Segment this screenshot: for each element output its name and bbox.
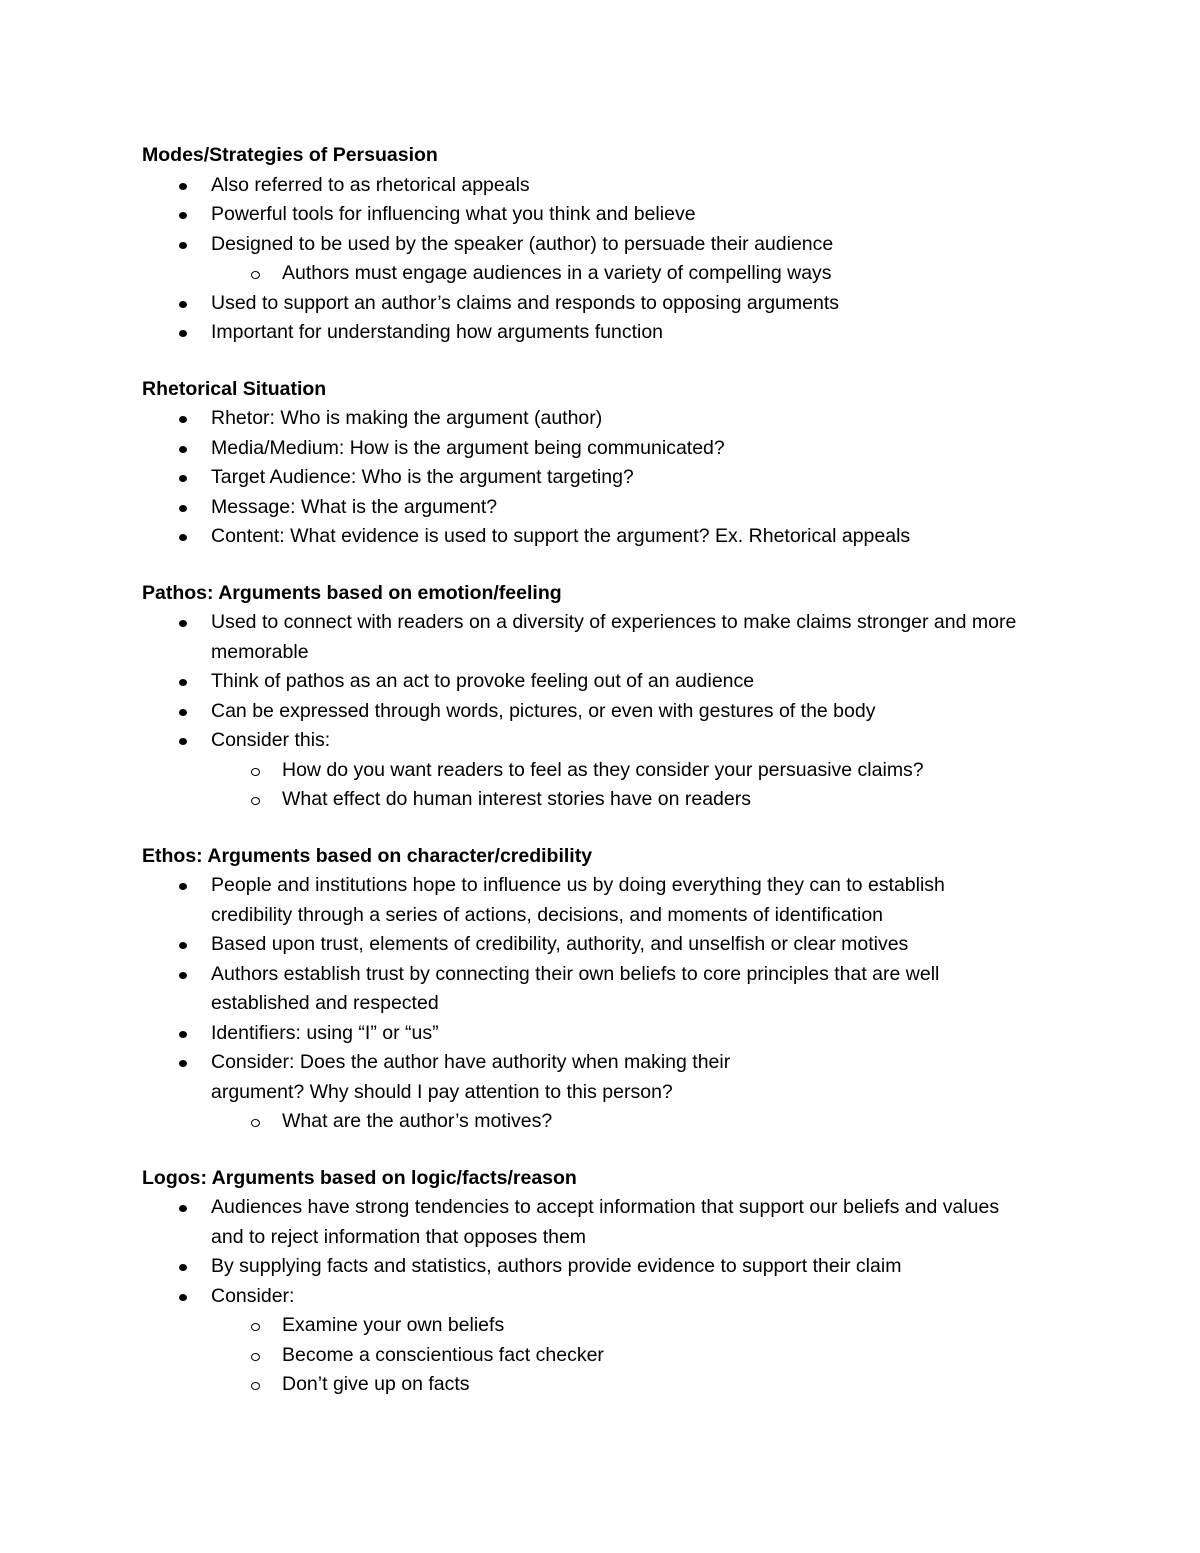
sub-bullet-list — [142, 756, 1062, 815]
sub-list-item: Authors must engage audiences in a variety of compelling ways — [212, 259, 1062, 289]
list-item: Powerful tools for influencing what you think and believe — [142, 200, 1062, 230]
sub-list-item: What are the author’s motives? — [212, 1107, 1062, 1137]
list-item: Consider this: How do you want readers to feel as they consider your persuasive claims? What effect do human interest stories have on readers — [142, 726, 1062, 815]
section-pathos — [142, 579, 1062, 815]
sub-bullet-list — [142, 1107, 1062, 1137]
list-item: Based upon trust, elements of credibility, authority, and unselfish or clear motives — [142, 930, 1062, 960]
list-item: Message: What is the argument? — [142, 493, 1062, 523]
sub-list-item: What effect do human interest stories have on readers — [212, 785, 1062, 815]
list-item: Used to support an author’s claims and responds to opposing arguments — [142, 289, 1062, 319]
list-item: Target Audience: Who is the argument targeting? — [142, 463, 1062, 493]
list-item: Identifiers: using “I” or “us” — [142, 1019, 1062, 1049]
bullet-list — [142, 1193, 1062, 1400]
section-heading: Logos: Arguments based on logic/facts/reason — [142, 1166, 577, 1189]
sub-list-item: Examine your own beliefs — [212, 1311, 1062, 1341]
bullet-list — [142, 404, 1062, 552]
list-item: By supplying facts and statistics, authors provide evidence to support their claim — [142, 1252, 1062, 1282]
sub-bullet-list — [142, 1311, 1062, 1400]
list-item: People and institutions hope to influence us by doing everything they can to establish credibility through a series of actions, decisions, and moments of identification — [142, 871, 1062, 930]
section-rhetorical-situation — [142, 375, 1062, 552]
bullet-list — [142, 871, 1062, 1137]
document-body — [142, 141, 1062, 1427]
sub-list-item: How do you want readers to feel as they consider your persuasive claims? — [212, 756, 1062, 786]
list-item: Consider: Examine your own beliefs Become a conscientious fact checker Don’t give up on facts — [142, 1282, 1062, 1400]
sub-list-item: Don’t give up on facts — [212, 1370, 1062, 1400]
sub-bullet-list — [142, 259, 1062, 289]
sub-list-item: Become a conscientious fact checker — [212, 1341, 1062, 1371]
section-heading: Ethos: Arguments based on character/credibility — [142, 844, 593, 867]
section-heading: Modes/Strategies of Persuasion — [142, 144, 438, 166]
list-item: Rhetor: Who is making the argument (author) — [142, 404, 1062, 434]
section-logos — [142, 1164, 1062, 1400]
list-item: Content: What evidence is used to support the argument? Ex. Rhetorical appeals — [142, 522, 1062, 552]
list-item: Audiences have strong tendencies to accept information that support our beliefs and values and to reject information that opposes them — [142, 1193, 1062, 1252]
list-item: Think of pathos as an act to provoke feeling out of an audience — [142, 667, 1062, 697]
list-item: Also referred to as rhetorical appeals — [142, 171, 1062, 201]
section-heading: Pathos: Arguments based on emotion/feeling — [142, 581, 562, 604]
section-modes-strategies — [142, 141, 1062, 348]
bullet-list — [142, 608, 1062, 815]
list-item: Media/Medium: How is the argument being communicated? — [142, 434, 1062, 464]
section-heading: Rhetorical Situation — [142, 377, 327, 400]
list-item: Important for understanding how arguments function — [142, 318, 1062, 348]
list-item: Designed to be used by the speaker (author) to persuade their audience Authors must engage audiences in a variety of compelling ways — [142, 230, 1062, 289]
list-item: Authors establish trust by connecting their own beliefs to core principles that are well established and respected — [142, 960, 1062, 1019]
section-ethos — [142, 842, 1062, 1137]
list-item: Consider: Does the author have authority when making their argument? Why should I pay attention to this person? What are the author’s motives? — [142, 1048, 1062, 1137]
list-item: Can be expressed through words, pictures, or even with gestures of the body — [142, 697, 1062, 727]
list-item: Used to connect with readers on a diversity of experiences to make claims stronger and more memorable — [142, 608, 1062, 667]
bullet-list — [142, 171, 1062, 348]
